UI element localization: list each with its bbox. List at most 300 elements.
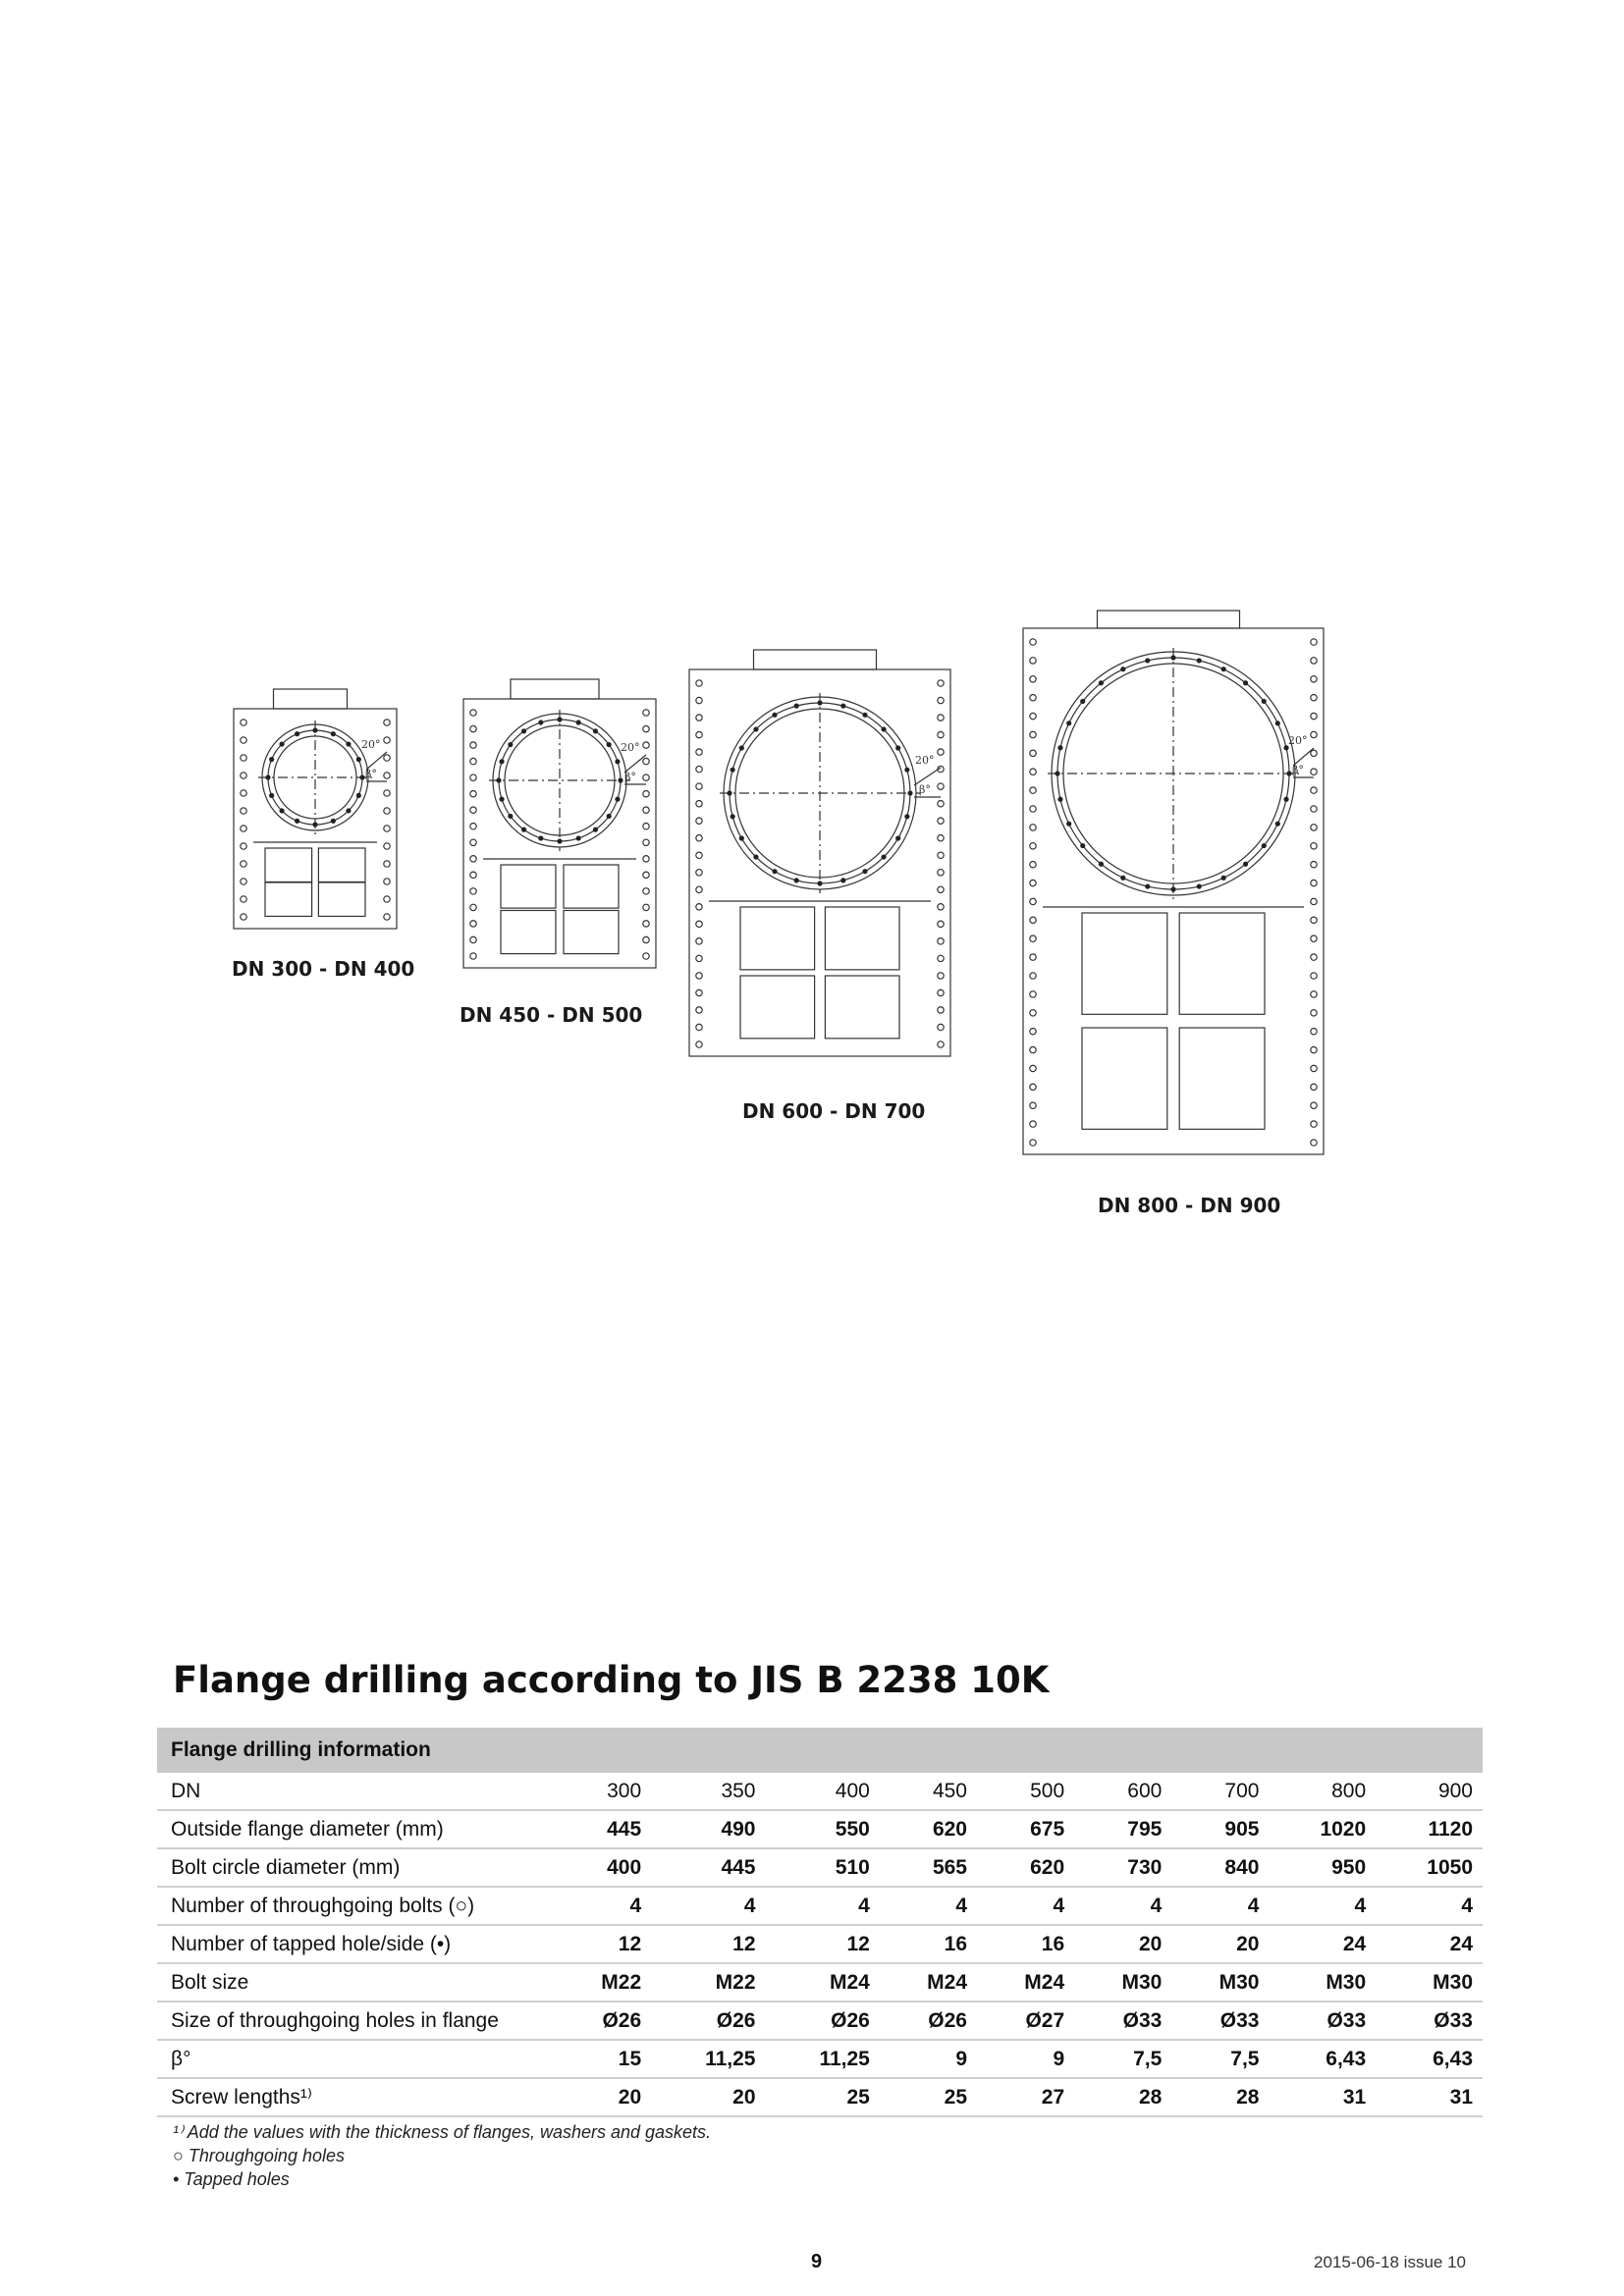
flange-hole <box>1066 721 1071 725</box>
side-bolt <box>938 680 944 686</box>
flange-hole <box>1057 797 1062 802</box>
side-bolt <box>1030 935 1036 941</box>
flange-hole <box>862 869 867 874</box>
flange-hole <box>794 878 799 882</box>
flange-hole <box>356 793 361 798</box>
table-cell: 15 <box>554 2040 651 2078</box>
flange-hole <box>1243 862 1248 867</box>
flange-hole <box>881 854 886 859</box>
table-cell: 4 <box>1376 1887 1483 1925</box>
table-cell: 1120 <box>1376 1810 1483 1848</box>
flange-hole <box>1221 667 1226 671</box>
side-bolt <box>1030 1140 1036 1146</box>
side-bolt <box>1030 880 1036 885</box>
flange-hole <box>312 822 317 827</box>
flange-hole <box>840 878 845 882</box>
side-bolt <box>938 973 944 979</box>
side-bolt <box>384 755 390 761</box>
side-bolt <box>938 1041 944 1047</box>
table-cell: M24 <box>766 1963 880 2002</box>
valve-drawing-dn800-900 <box>1021 609 1384 1168</box>
flange-hole <box>265 774 270 779</box>
side-bolt <box>470 742 476 748</box>
flange-hole <box>359 774 364 779</box>
compartment <box>265 882 312 916</box>
side-bolt <box>1311 1010 1317 1016</box>
row-label: β° <box>157 2040 554 2078</box>
flange-hole <box>607 742 612 747</box>
valve-drawing-dn300-400 <box>232 687 438 942</box>
side-bolt <box>470 856 476 862</box>
flange-hole <box>1262 699 1267 704</box>
table-cell: 4 <box>1074 1887 1171 1925</box>
table-cell: 9 <box>880 2040 977 2078</box>
side-bolt <box>696 989 702 995</box>
flange-hole <box>1099 862 1104 867</box>
flange-hole <box>1080 843 1085 848</box>
table-row <box>157 1887 1483 1925</box>
side-bolt <box>1030 806 1036 812</box>
side-bolt <box>938 783 944 789</box>
side-bolt <box>1311 843 1317 849</box>
row-label: Number of tapped hole/side (•) <box>157 1925 554 1963</box>
side-bolt <box>1030 1102 1036 1108</box>
side-bolt <box>470 758 476 764</box>
side-bolt <box>938 886 944 892</box>
side-bolt <box>643 790 649 796</box>
table-cell: 500 <box>977 1773 1074 1810</box>
compartment <box>825 976 899 1039</box>
side-bolt <box>470 824 476 829</box>
side-bolt <box>643 839 649 845</box>
table-cell: Ø26 <box>766 2002 880 2040</box>
flange-hole <box>1120 876 1125 881</box>
table-row <box>157 1963 1483 2002</box>
flange-hole <box>840 704 845 709</box>
side-bolt <box>470 921 476 927</box>
side-bolt <box>1311 1065 1317 1071</box>
side-bolt <box>696 955 702 961</box>
flange-hole <box>312 727 317 732</box>
side-bolt <box>643 888 649 894</box>
flange-bore <box>505 725 615 835</box>
side-bolt <box>241 914 246 920</box>
side-bolt <box>1030 991 1036 997</box>
side-bolt <box>241 737 246 743</box>
side-bolt <box>1030 1084 1036 1090</box>
side-bolt <box>643 872 649 878</box>
compartment <box>564 865 619 908</box>
side-bolt <box>1030 1010 1036 1016</box>
table-cell: M22 <box>651 1963 765 2002</box>
flange-hole <box>817 881 822 885</box>
flange-hole <box>346 741 351 746</box>
angle-label-beta: β° <box>624 771 636 783</box>
side-bolt <box>470 904 476 910</box>
side-bolt <box>643 807 649 813</box>
side-bolt <box>470 953 476 959</box>
table-cell: Ø27 <box>977 2002 1074 2040</box>
side-bolt <box>384 914 390 920</box>
side-bolt <box>384 790 390 796</box>
flange-hole <box>731 814 735 819</box>
row-label: DN <box>157 1773 554 1810</box>
side-bolt <box>241 720 246 725</box>
table-cell: 950 <box>1269 1848 1376 1887</box>
side-bolt <box>1030 713 1036 719</box>
table-cell: 490 <box>651 1810 765 1848</box>
figure-label-dn300-400: DN 300 - DN 400 <box>232 957 415 981</box>
side-bolt <box>938 870 944 876</box>
side-bolt <box>938 852 944 858</box>
flange-hole <box>1197 658 1202 663</box>
compartment <box>564 911 619 954</box>
flange-hole <box>1055 771 1059 775</box>
side-bolt <box>696 818 702 824</box>
side-bolt <box>643 921 649 927</box>
flange-hole <box>331 731 336 736</box>
side-bolt <box>384 720 390 725</box>
table-cell: 20 <box>1171 1925 1269 1963</box>
side-bolt <box>470 807 476 813</box>
table-cell: M30 <box>1074 1963 1171 2002</box>
note-throughgoing: ○ Throughgoing holes <box>173 2146 345 2165</box>
side-bolt <box>241 879 246 884</box>
side-bolt <box>696 783 702 789</box>
angle-label-beta: β° <box>1292 764 1304 776</box>
side-bolt <box>384 879 390 884</box>
side-bolt <box>1030 1028 1036 1034</box>
side-bolt <box>384 861 390 867</box>
side-bolt <box>696 852 702 858</box>
table-cell: Ø33 <box>1171 2002 1269 2040</box>
side-bolt <box>1030 1121 1036 1127</box>
flange-hole <box>615 797 620 802</box>
side-bolt <box>643 774 649 780</box>
side-bolt <box>696 731 702 737</box>
table-cell: M30 <box>1171 1963 1269 2002</box>
table-notes <box>173 2120 711 2191</box>
flange-hole <box>607 814 612 819</box>
flange-hole <box>1120 667 1125 671</box>
section-heading: Flange drilling according to JIS B 2238 10K <box>173 1659 1050 1701</box>
table-cell: 795 <box>1074 1810 1171 1848</box>
flange-hole <box>772 713 777 718</box>
side-bolt <box>1030 954 1036 960</box>
side-bolt <box>470 725 476 731</box>
table-cell: 4 <box>1269 1887 1376 1925</box>
flange-hole <box>496 777 501 782</box>
flange-hole <box>731 768 735 773</box>
table-cell: 450 <box>880 1773 977 1810</box>
table-cell: 12 <box>766 1925 880 1963</box>
side-bolt <box>1311 731 1317 737</box>
side-bolt <box>696 886 702 892</box>
table-cell: 16 <box>977 1925 1074 1963</box>
side-bolt <box>470 872 476 878</box>
flange-hole <box>557 838 562 843</box>
side-bolt <box>938 989 944 995</box>
side-bolt <box>384 773 390 778</box>
side-bolt <box>1311 769 1317 774</box>
table-cell: 840 <box>1171 1848 1269 1887</box>
table-row <box>157 1848 1483 1887</box>
flange-hole <box>521 828 526 832</box>
flange-hole <box>295 819 299 824</box>
table-cell: Ø26 <box>554 2002 651 2040</box>
table-cell: 445 <box>651 1848 765 1887</box>
side-bolt <box>1030 843 1036 849</box>
side-bolt <box>696 938 702 944</box>
table-cell: Ø33 <box>1376 2002 1483 2040</box>
flange-hole <box>1170 886 1175 891</box>
side-bolt <box>696 766 702 772</box>
flange-hole <box>356 757 361 762</box>
compartment <box>740 907 815 970</box>
flange-hole <box>862 713 867 718</box>
angle-label-20: 20° <box>915 754 935 767</box>
side-bolt <box>384 843 390 849</box>
side-bolt <box>643 953 649 959</box>
table-cell: 11,25 <box>651 2040 765 2078</box>
side-bolt <box>1311 658 1317 664</box>
side-bolt <box>696 1007 702 1013</box>
table-cell: 4 <box>1171 1887 1269 1925</box>
figure-label-dn600-700: DN 600 - DN 700 <box>742 1099 926 1123</box>
flange-hole <box>1275 822 1280 827</box>
note-screw-lengths: ¹⁾ Add the values with the thickness of flanges, washers and gaskets. <box>173 2122 712 2142</box>
side-bolt <box>1030 676 1036 682</box>
table-cell: 700 <box>1171 1773 1269 1810</box>
side-bolt <box>1311 991 1317 997</box>
side-bolt <box>938 955 944 961</box>
side-bolt <box>643 904 649 910</box>
row-label: Screw lengths¹⁾ <box>157 2078 554 2116</box>
table-cell: 565 <box>880 1848 977 1887</box>
side-bolt <box>241 896 246 902</box>
angle-label-20: 20° <box>621 741 640 754</box>
compartment <box>501 911 556 954</box>
flange-hole <box>739 835 744 840</box>
flange-hole <box>1262 843 1267 848</box>
compartment <box>265 848 312 881</box>
side-bolt <box>470 774 476 780</box>
top-bar <box>1098 611 1240 628</box>
flange-hole <box>794 704 799 709</box>
flange-hole <box>576 835 581 840</box>
flange-hole <box>295 731 299 736</box>
issue-date: 2015-06-18 issue 10 <box>1314 2253 1467 2271</box>
table-cell: 800 <box>1269 1773 1376 1810</box>
row-label: Outside flange diameter (mm) <box>157 1810 554 1848</box>
side-bolt <box>1311 1121 1317 1127</box>
side-bolt <box>1030 658 1036 664</box>
angle-label-beta: β° <box>365 768 377 780</box>
table-row <box>157 2040 1483 2078</box>
table-cell: 4 <box>977 1887 1074 1925</box>
table-cell: 4 <box>554 1887 651 1925</box>
side-bolt <box>241 826 246 831</box>
side-bolt <box>1030 973 1036 979</box>
flange-hole <box>521 728 526 733</box>
side-bolt <box>1311 806 1317 812</box>
flange-hole <box>279 741 284 746</box>
table-cell: M24 <box>880 1963 977 2002</box>
flange-hole <box>269 757 274 762</box>
table-cell: 6,43 <box>1269 2040 1376 2078</box>
side-bolt <box>696 1024 702 1030</box>
side-bolt <box>241 773 246 778</box>
flange-hole <box>1080 699 1085 704</box>
table-cell: 12 <box>554 1925 651 1963</box>
table-cell: Ø33 <box>1269 2002 1376 2040</box>
table-row <box>157 1810 1483 1848</box>
row-label: Size of throughgoing holes in flange <box>157 2002 554 2040</box>
flange-hole <box>1170 655 1175 660</box>
compartment <box>1179 913 1265 1014</box>
table-cell: 31 <box>1269 2078 1376 2116</box>
side-bolt <box>1030 898 1036 904</box>
table-cell: 300 <box>554 1773 651 1810</box>
valve-drawing-dn600-700 <box>687 648 1011 1070</box>
flange-hole <box>1197 883 1202 888</box>
side-bolt <box>938 938 944 944</box>
flange-hole <box>753 726 758 731</box>
side-bolt <box>1030 731 1036 737</box>
side-bolt <box>384 808 390 814</box>
table-cell: 12 <box>651 1925 765 1963</box>
table-cell: 16 <box>880 1925 977 1963</box>
side-bolt <box>938 904 944 910</box>
table-cell: 730 <box>1074 1848 1171 1887</box>
side-bolt <box>696 870 702 876</box>
side-bolt <box>643 742 649 748</box>
flange-hole <box>817 700 822 705</box>
flange-drilling-table <box>157 1728 1483 2117</box>
side-bolt <box>643 936 649 942</box>
flange-hole <box>1283 797 1288 802</box>
table-cell: 510 <box>766 1848 880 1887</box>
side-bolt <box>1311 713 1317 719</box>
table-cell: 1020 <box>1269 1810 1376 1848</box>
flange-hole <box>739 745 744 750</box>
top-bar <box>511 679 599 699</box>
note-tapped: • Tapped holes <box>173 2169 290 2189</box>
flange-hole <box>538 720 543 724</box>
side-bolt <box>643 710 649 716</box>
valve-drawing-dn450-500 <box>461 677 707 982</box>
table-cell: 27 <box>977 2078 1074 2116</box>
side-bolt <box>1311 935 1317 941</box>
side-bolt <box>938 697 944 703</box>
side-bolt <box>643 725 649 731</box>
table-row <box>157 2078 1483 2116</box>
side-bolt <box>1030 639 1036 645</box>
table-cell: 445 <box>554 1810 651 1848</box>
flange-hole <box>269 793 274 798</box>
side-bolt <box>696 680 702 686</box>
side-bolt <box>696 835 702 841</box>
side-bolt <box>938 715 944 721</box>
table-cell: 4 <box>766 1887 880 1925</box>
side-bolt <box>938 731 944 737</box>
flange-hole <box>576 720 581 724</box>
table-cell: 550 <box>766 1810 880 1848</box>
side-bolt <box>384 896 390 902</box>
flange-hole <box>753 854 758 859</box>
side-bolt <box>1311 1102 1317 1108</box>
side-bolt <box>938 800 944 806</box>
side-bolt <box>470 888 476 894</box>
flange-hole <box>1286 771 1291 775</box>
table-row <box>157 1925 1483 1963</box>
table-cell: 7,5 <box>1074 2040 1171 2078</box>
side-bolt <box>1311 1084 1317 1090</box>
side-bolt <box>1311 825 1317 830</box>
flange-hole <box>1221 876 1226 881</box>
side-bolt <box>1030 1065 1036 1071</box>
table-cell: M30 <box>1376 1963 1483 2002</box>
table-cell: 28 <box>1074 2078 1171 2116</box>
flange-hole <box>904 814 909 819</box>
compartment <box>740 976 815 1039</box>
flange-hole <box>346 808 351 813</box>
top-bar <box>274 689 348 709</box>
side-bolt <box>1030 861 1036 867</box>
table-cell: 620 <box>977 1848 1074 1887</box>
side-bolt <box>1311 750 1317 756</box>
flange-hole <box>1057 745 1062 750</box>
side-bolt <box>384 737 390 743</box>
table-cell: 6,43 <box>1376 2040 1483 2078</box>
figure-label-dn450-500: DN 450 - DN 500 <box>460 1003 643 1027</box>
side-bolt <box>241 808 246 814</box>
table-cell: 350 <box>651 1773 765 1810</box>
compartment <box>825 907 899 970</box>
side-bolt <box>938 1024 944 1030</box>
side-bolt <box>696 973 702 979</box>
flange-hole <box>1275 721 1280 725</box>
table-cell: 24 <box>1269 1925 1376 1963</box>
row-label: Number of throughgoing bolts (○) <box>157 1887 554 1925</box>
table-cell: M30 <box>1269 1963 1376 2002</box>
flange-hole <box>1099 680 1104 685</box>
side-bolt <box>1311 917 1317 923</box>
flange-hole <box>499 797 504 802</box>
table-cell: 4 <box>880 1887 977 1925</box>
flange-hole <box>508 814 513 819</box>
compartment <box>501 865 556 908</box>
table-cell: 1050 <box>1376 1848 1483 1887</box>
flange-hole <box>1066 822 1071 827</box>
side-bolt <box>1311 1046 1317 1052</box>
side-bolt <box>696 921 702 927</box>
side-bolt <box>241 861 246 867</box>
flange-hole <box>1145 883 1150 888</box>
side-bolt <box>643 856 649 862</box>
page-number: 9 <box>811 2251 823 2272</box>
table-cell: 620 <box>880 1810 977 1848</box>
side-bolt <box>1030 787 1036 793</box>
table-cell: M24 <box>977 1963 1074 2002</box>
side-bolt <box>1030 825 1036 830</box>
side-bolt <box>696 800 702 806</box>
table-cell: 28 <box>1171 2078 1269 2116</box>
flange-hole <box>895 745 900 750</box>
table-cell: 25 <box>880 2078 977 2116</box>
table-cell: 4 <box>651 1887 765 1925</box>
table-cell: 20 <box>651 2078 765 2116</box>
